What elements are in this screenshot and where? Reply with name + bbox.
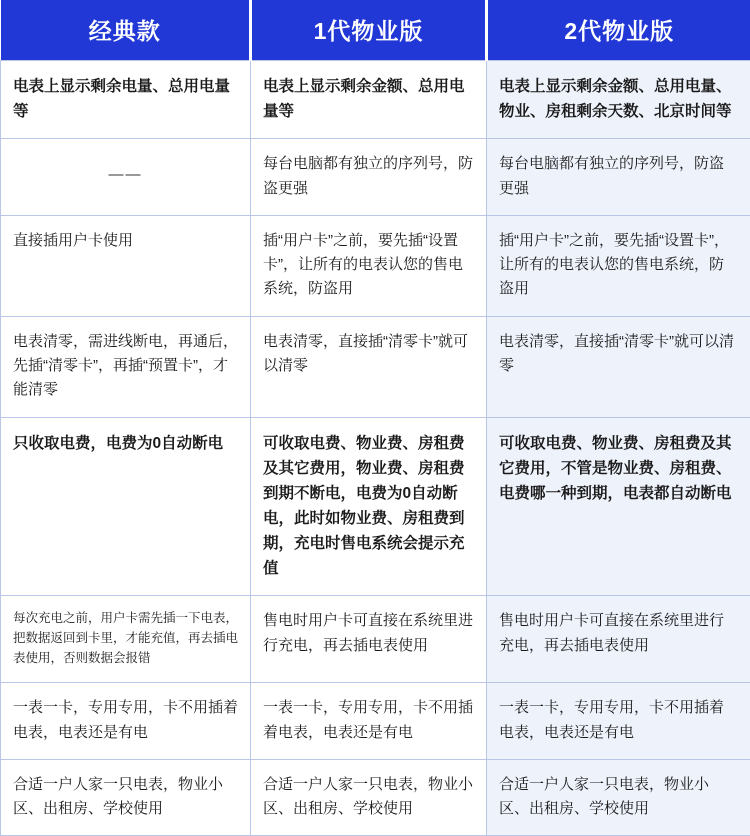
cell-classic: —— [1, 139, 251, 216]
cell-classic: 电表上显示剩余电量、总用电量等 [1, 61, 251, 139]
cell-gen1: 售电时用户卡可直接在系统里进行充电，再去插电表使用 [251, 596, 487, 683]
table-row [1, 417, 750, 596]
cell-classic: 每次充电之前，用户卡需先插一下电表，把数据返回到卡里，才能充值，再去插电表使用，否则数据会报错 [1, 596, 251, 683]
cell-gen1: 可收取电费、物业费、房租费及其它费用，物业费、房租费到期不断电，电费为0自动断电，此时如物业费、房租费到期，充电时售电系统会提示充值 [251, 417, 487, 596]
cell-gen2: 电表上显示剩余金额、总用电量、物业、房租剩余天数、北京时间等 [487, 61, 750, 139]
table-row [1, 215, 750, 316]
table-row [1, 316, 750, 417]
cell-classic: 电表清零，需进线断电，再通后，先插“清零卡”，再插“预置卡”，才能清零 [1, 316, 251, 417]
cell-classic: 一表一卡，专用专用，卡不用插着电表，电表还是有电 [1, 683, 251, 760]
cell-gen1: 插“用户卡”之前，要先插“设置卡”，让所有的电表认您的售电系统，防盗用 [251, 215, 487, 316]
table-row [1, 61, 750, 139]
cell-gen1: 电表上显示剩余金额、总用电量等 [251, 61, 487, 139]
cell-gen1: 合适一户人家一只电表，物业小区、出租房、学校使用 [251, 759, 487, 836]
cell-gen2: 电表清零，直接插“清零卡”就可以清零 [487, 316, 750, 417]
cell-gen2: 每台电脑都有独立的序列号，防盗更强 [487, 139, 750, 216]
column-header-gen1: 1代物业版 [251, 0, 487, 61]
cell-gen2: 可收取电费、物业费、房租费及其它费用，不管是物业费、房租费、电费哪一种到期，电表都自动断电 [487, 417, 750, 596]
table-row [1, 596, 750, 683]
cell-classic: 合适一户人家一只电表，物业小区、出租房、学校使用 [1, 759, 251, 836]
column-header-classic: 经典款 [1, 0, 251, 61]
table-header-row [1, 0, 750, 61]
table-header [1, 0, 750, 61]
cell-gen1: 一表一卡，专用专用，卡不用插着电表，电表还是有电 [251, 683, 487, 760]
cell-classic: 直接插用户卡使用 [1, 215, 251, 316]
table-body [1, 61, 750, 836]
cell-classic: 只收取电费，电费为0自动断电 [1, 417, 251, 596]
cell-gen1: 电表清零，直接插“清零卡”就可以清零 [251, 316, 487, 417]
column-header-gen2: 2代物业版 [487, 0, 750, 61]
cell-gen2: 一表一卡，专用专用，卡不用插着电表，电表还是有电 [487, 683, 750, 760]
cell-gen2: 合适一户人家一只电表，物业小区、出租房、学校使用 [487, 759, 750, 836]
cell-gen1: 每台电脑都有独立的序列号，防盗更强 [251, 139, 487, 216]
table-row [1, 759, 750, 836]
table-row [1, 683, 750, 760]
table-row [1, 139, 750, 216]
cell-gen2: 插“用户卡”之前，要先插“设置卡”，让所有的电表认您的售电系统，防盗用 [487, 215, 750, 316]
cell-gen2: 售电时用户卡可直接在系统里进行充电，再去插电表使用 [487, 596, 750, 683]
